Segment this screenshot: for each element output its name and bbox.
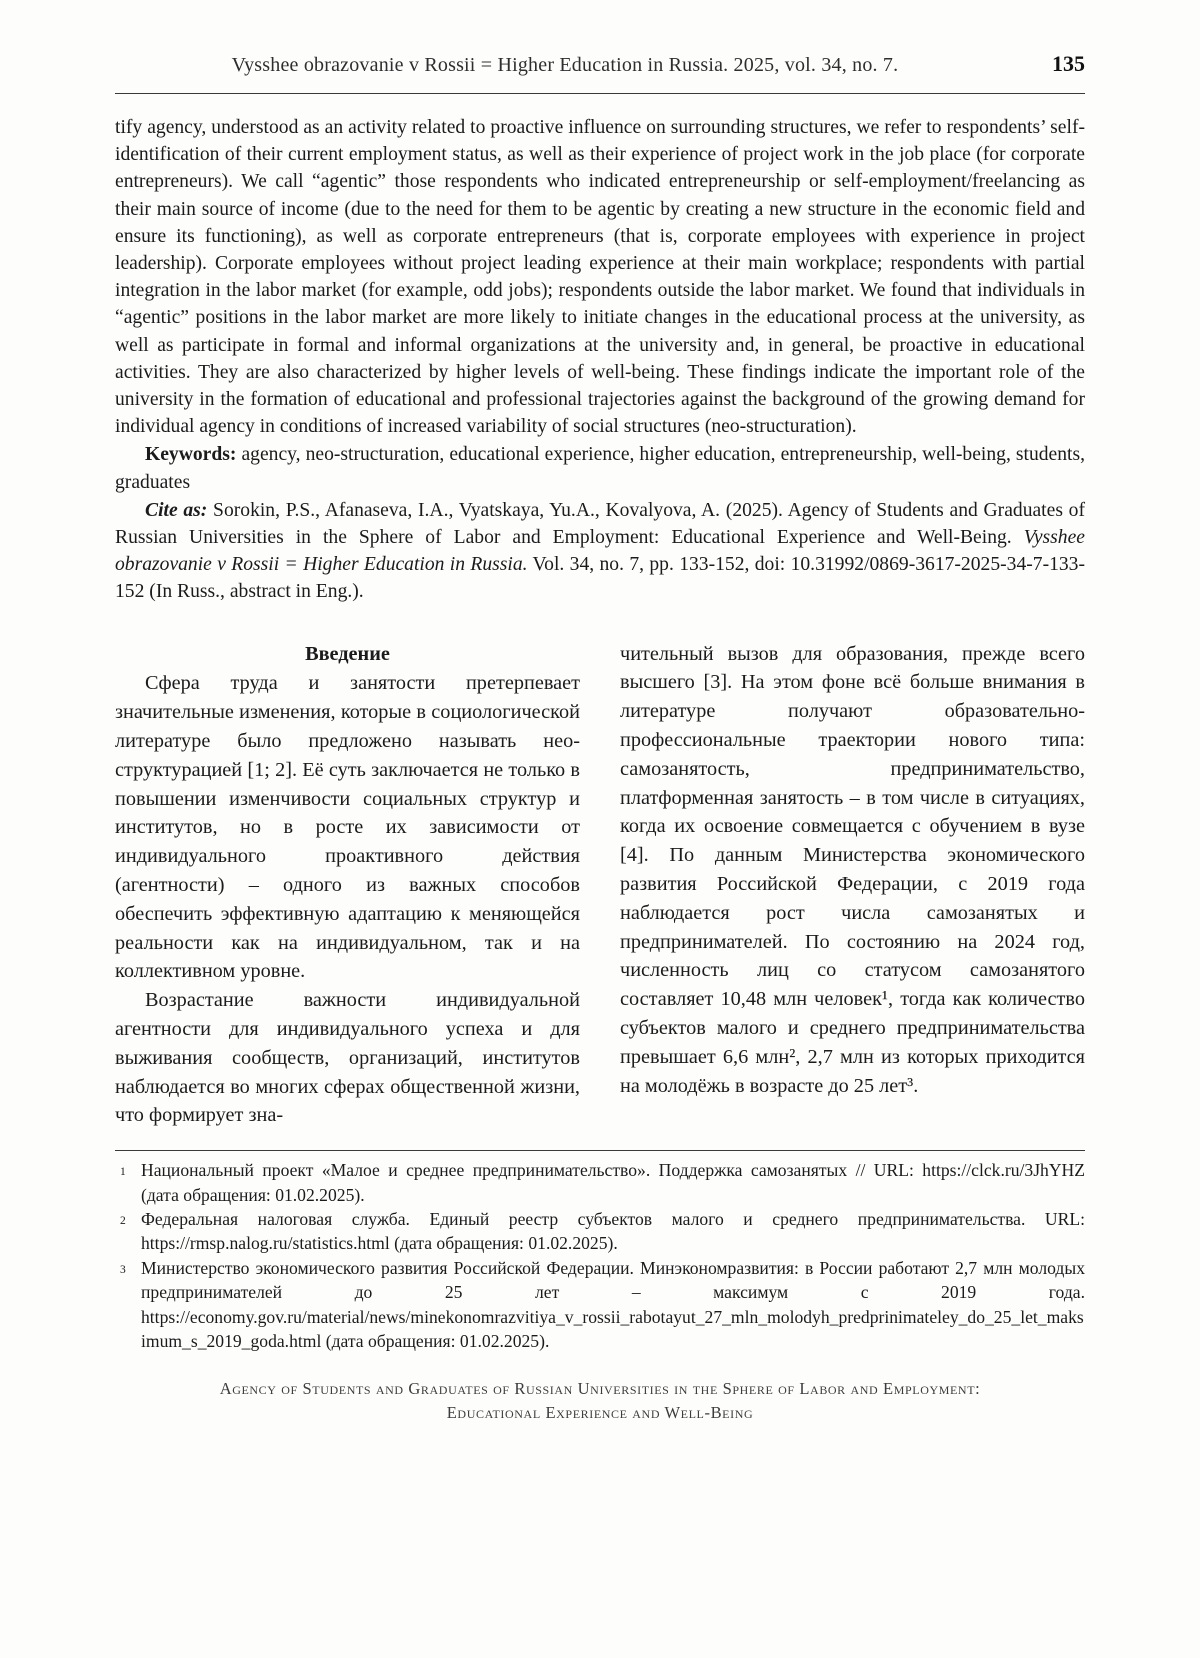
keywords-paragraph <box>115 441 1085 495</box>
header-rule <box>115 93 1085 94</box>
footnote-marker: 1 <box>120 1166 126 1179</box>
citation-authors-title: Sorokin, P.S., Afanaseva, I.A., Vyatskaya, Yu.A., Kovalyova, A. (2025). Agency of Students and Graduates of Russian Universities in the Sphere of Labor and Employment: Educational Experience and Well-Being. <box>115 499 1085 549</box>
right-column <box>620 640 1085 1131</box>
journal-running-title: Vysshee obrazovanie v Rossii = Higher Education in Russia. 2025, vol. 34, no. 7. <box>231 54 899 76</box>
footnote <box>115 1207 1085 1256</box>
footnotes-section <box>115 1150 1085 1353</box>
footnote-marker: 3 <box>120 1263 126 1276</box>
footnote <box>115 1158 1085 1207</box>
section-heading-introduction: Введение <box>305 642 390 665</box>
footer-title-line-2: Educational Experience and Well-Being <box>446 1403 754 1423</box>
citation-volume-doi: Vol. 34, no. 7, pp. 133-152, doi: 10.31992/0869-3617-2025-34-7-133-152 (In Russ., abstract in Eng.). <box>115 554 1086 603</box>
footnote-text: Национальный проект «Малое и среднее предпринимательство». Поддержка самозанятых // URL: https://clck.ru/3JhYHZ (дата обращения: 01.02.2025). <box>141 1160 1085 1205</box>
intro-paragraph-2: Возрастание важности индивидуальной агентности для индивидуального успеха и для выживания сообществ, организаций, институтов наблюдается во многих сферах общественной жизни, что формирует зна- <box>115 989 580 1127</box>
page-header <box>115 51 1085 84</box>
footnote-rule <box>115 1150 1085 1151</box>
footnote-text: Федеральная налоговая служба. Единый реестр субъектов малого и среднего предпринимательства. URL: https://rmsp.nalog.ru/statistics.html (дата обращения: 01.02.2025). <box>141 1209 1085 1254</box>
footnote-text: Министерство экономического развития Российской Федерации. Минэкономразвития: в России работают 2,7 млн молодых предпринимателей до 25 лет – максимум с 2019 года. https://economy.gov.ru/material/news/minekonomrazvitiya_v_rossii_rabotayut_27_mln_molodyh_predprinimateley_do_25_let_maksimum_s_2019_goda.html (дата обращения: 01.02.2025). <box>141 1257 1085 1352</box>
intro-paragraph-3: чительный вызов для образования, прежде всего высшего [3]. На этом фоне всё больше внимания в литературе получают образовательно-профессиональные траектории нового типа: самозанятость, предпринимательство, платформенная занятость – в том числе в ситуациях, когда их освоение совмещается с обучением в вузе [4]. По данным Министерства экономического развития Российской Федерации, с 2019 года наблюдается рост числа самозанятых и предпринимателей. По состоянию на 2024 год, численность лиц со статусом самозанятого составляет 10,48 млн человек¹, тогда как количество субъектов малого и среднего предпринимательства превышает 6,6 млн², 2,7 млн из которых приходится на молодёжь в возрасте до 25 лет³. <box>620 642 1085 1097</box>
cite-as-label: Cite as: <box>145 499 208 521</box>
article-body <box>115 640 1085 1131</box>
article-footer-title <box>115 1377 1085 1425</box>
footer-title-line-1: Agency of Students and Graduates of Russian Universities in the Sphere of Labor and Employment: <box>219 1379 981 1399</box>
abstract-text: tify agency, understood as an activity related to proactive influence on surrounding structures, we refer to respondents’ self-identification of their current employment status, as well as their experience of project work in the job place (for corporate entrepreneurs). We call “agentic” those respondents who indicated entrepreneurship or self-employment/freelancing as their main source of income (due to the need for them to be agentic by creating a new structure in the economic field and ensure its functioning), as well as corporate entrepreneurs (that is, corporate employees with experience in project leadership). Corporate employees without project leading experience at their main workplace; respondents with partial integration in the labor market (for example, odd jobs); respondents outside the labor market. We found that individuals in “agentic” positions in the labor market are more likely to initiate changes in the educational process at the university, as well as participate in formal and informal organizations at the university and, in general, be proactive in educational activities. They are also characterized by higher levels of well-being. These findings indicate the important role of the university in the formation of educational and professional trajectories against the background of the growing demand for individual agency in conditions of increased variability of social structures (neo-structuration). <box>115 117 1085 438</box>
footnote-marker: 2 <box>120 1215 126 1228</box>
keywords-text: agency, neo-structuration, educational experience, higher education, entrepreneurship, well-being, students, graduates <box>115 444 1085 493</box>
citation-journal-name: Vysshee obrazovanie v Rossii = Higher Education in Russia. <box>115 527 1085 576</box>
abstract-section <box>115 114 1085 606</box>
left-column <box>115 640 580 1131</box>
intro-paragraph-1: Сфера труда и занятости претерпевает значительные изменения, которые в социологической литературе было предложено называть нео-структурацией [1; 2]. Её суть заключается не только в повышении изменчивости социальных структур и институтов, но в росте их зависимости от индивидуального проактивного действия (агентности) – одного из важных способов обеспечить эффективную адаптацию к меняющейся реальности как на индивидуальном, так и на коллективном уровне. <box>115 672 580 983</box>
keywords-label: Keywords: <box>145 444 237 466</box>
citation-paragraph <box>115 497 1085 606</box>
page-number: 135 <box>1052 51 1085 76</box>
footnote <box>115 1256 1085 1354</box>
